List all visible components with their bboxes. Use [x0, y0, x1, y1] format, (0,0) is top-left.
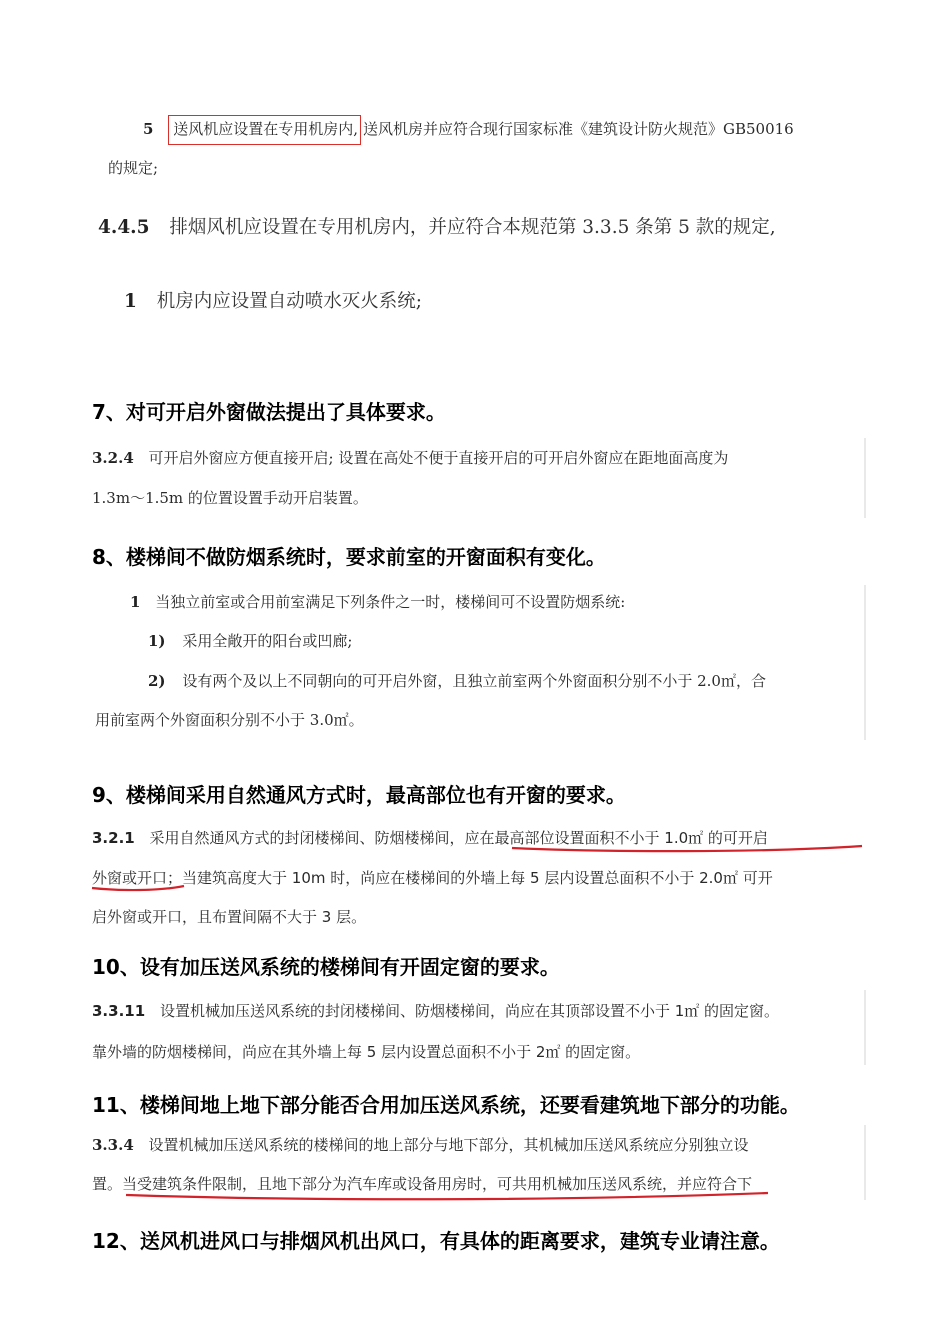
item-number: 1	[124, 291, 137, 312]
clause-number: 3.2.4	[92, 449, 134, 467]
section-heading-12: 12、送风机进风口与排烟风机出风口，有具体的距离要求，建筑专业请注意。	[92, 1229, 780, 1253]
clause-text: 采用自然通风方式的封闭楼梯间、防烟楼梯间，应在最高部位设置面积不小于 1.0㎡ 的可开启	[149, 829, 768, 847]
clause-text: 送风机房并应符合现行国家标准《建筑设计防火规范》GB50016	[363, 120, 794, 138]
divider	[864, 990, 866, 1065]
clause-324-line2: 1.3m～1.5m 的位置设置手动开启装置。	[92, 489, 368, 507]
clause-text: 可开启外窗应方便直接开启; 设置在高处不便于直接开启的可开启外窗应在距地面高度为	[148, 449, 729, 467]
divider	[864, 1125, 866, 1200]
divider	[864, 438, 866, 518]
item-text: 机房内应设置自动喷水灭火系统;	[156, 291, 422, 312]
red-highlight-box: 送风机应设置在专用机房内,	[168, 115, 361, 145]
clause-445-item1	[124, 287, 422, 313]
item-number: 2)	[148, 672, 166, 690]
clause-445	[98, 213, 776, 239]
clause-8-intro	[130, 591, 625, 612]
clause-text: 设置机械加压送风系统的楼梯间的地上部分与地下部分，其机械加压送风系统应分别独立设	[148, 1136, 749, 1154]
section-heading-7: 7、对可开启外窗做法提出了具体要求。	[92, 400, 446, 424]
clause-334-line1	[92, 1134, 749, 1155]
divider	[864, 585, 866, 740]
clause-text: 设置机械加压送风系统的封闭楼梯间、防烟楼梯间，尚应在其顶部设置不小于 1㎡ 的固定窗。	[159, 1002, 780, 1020]
clause-321-line2: 外窗或开口；当建筑高度大于 10m 时，尚应在楼梯间的外墙上每 5 层内设置总面积不小于 2.0㎡ 可开	[92, 869, 773, 887]
clause-335-line2: 的规定;	[108, 159, 159, 177]
clause-number: 3.2.1	[92, 829, 135, 847]
item-number: 1	[130, 593, 141, 611]
clause-334-line2: 置。当受建筑条件限制，且地下部分为汽车库或设备用房时，可共用机械加压送风系统，并应符合下	[92, 1175, 753, 1193]
clause-3311-line2: 靠外墙的防烟楼梯间，尚应在其外墙上每 5 层内设置总面积不小于 2㎡ 的固定窗。	[92, 1043, 641, 1061]
clause-8-item2-line2: 用前室两个外窗面积分别不小于 3.0㎡。	[95, 711, 364, 729]
clause-number: 3.3.11	[92, 1002, 146, 1020]
section-heading-11: 11、楼梯间地上地下部分能否合用加压送风系统，还要看建筑地下部分的功能。	[92, 1093, 800, 1117]
clause-8-item2	[148, 670, 766, 691]
clause-8-item1	[148, 630, 352, 651]
clause-number: 4.4.5	[98, 217, 150, 238]
clause-number: 3.3.4	[92, 1136, 134, 1154]
clause-335-line1	[143, 118, 794, 139]
section-heading-8: 8、楼梯间不做防烟系统时，要求前室的开窗面积有变化。	[92, 545, 606, 569]
item-text: 设有两个及以上不同朝向的可开启外窗，且独立前室两个外窗面积分别不小于 2.0㎡，合	[182, 672, 766, 690]
section-heading-10: 10、设有加压送风系统的楼梯间有开固定窗的要求。	[92, 955, 560, 979]
item-text: 当独立前室或合用前室满足下列条件之一时，楼梯间可不设置防烟系统:	[155, 593, 626, 611]
clause-item-number: 5	[143, 120, 154, 138]
clause-324-line1	[92, 447, 728, 468]
clause-321-line3: 启外窗或开口，且布置间隔不大于 3 层。	[92, 908, 367, 926]
clause-3311-line1	[92, 1000, 779, 1021]
item-text: 采用全敞开的阳台或凹廊;	[182, 632, 353, 650]
item-number: 1)	[148, 632, 166, 650]
section-heading-9: 9、楼梯间采用自然通风方式时，最高部位也有开窗的要求。	[92, 783, 626, 807]
clause-text: 排烟风机应设置在专用机房内，并应符合本规范第 3.3.5 条第 5 款的规定,	[169, 217, 776, 238]
clause-321-line1	[92, 827, 768, 848]
